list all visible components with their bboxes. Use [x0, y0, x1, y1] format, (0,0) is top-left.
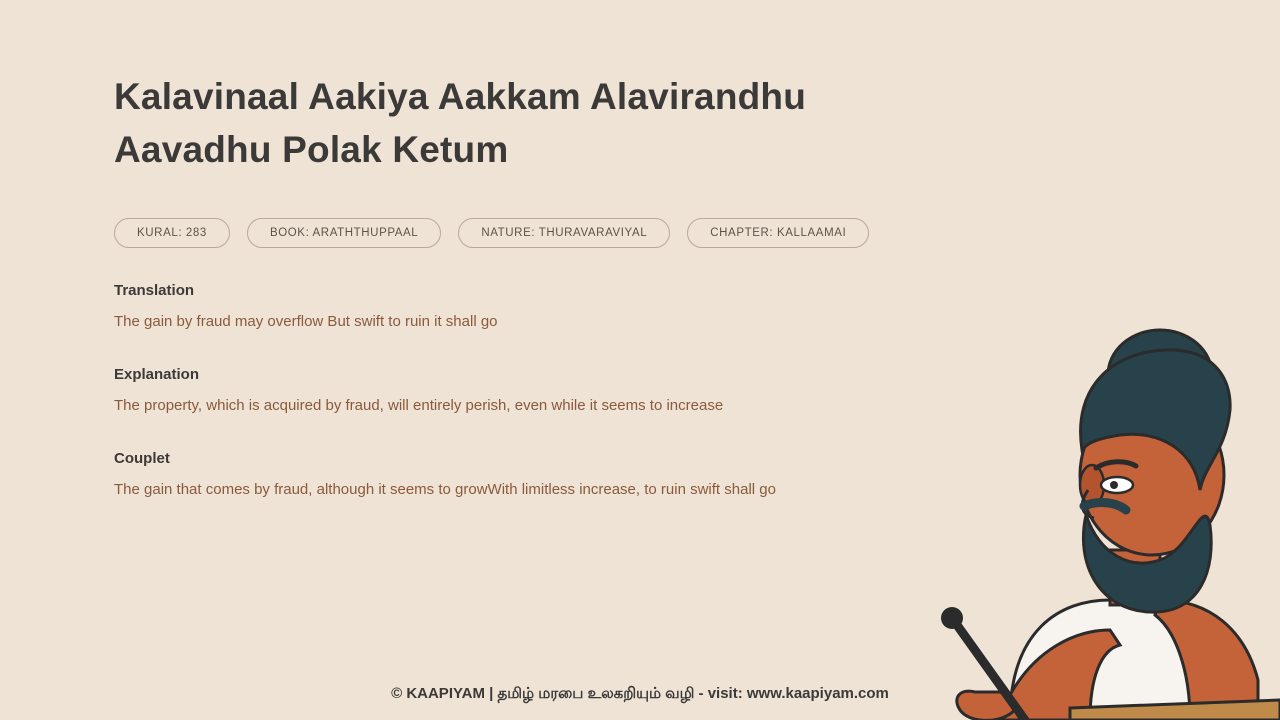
- translation-text: The gain by fraud may overflow But swift to ruin it shall go: [114, 313, 498, 330]
- explanation-label: Explanation: [114, 366, 200, 383]
- thiruvalluvar-writing-illustration: [860, 300, 1280, 720]
- poster-content: [114, 70, 914, 500]
- section-explanation: [114, 366, 914, 416]
- tag-kural: KURAL: 283: [114, 218, 230, 248]
- explanation-text: The property, which is acquired by fraud, will entirely perish, even while it seems to increase: [114, 397, 724, 414]
- section-translation: [114, 282, 914, 332]
- footer-credit: © KAAPIYAM | தமிழ் மரபை உலகறியும் வழி - visit: www.kaapiyam.com: [391, 685, 889, 702]
- page-title: Kalavinaal Aakiya Aakkam Alavirandhu Aavadhu Polak Ketum: [114, 76, 807, 170]
- tag-nature: NATURE: THURAVARAVIYAL: [458, 218, 670, 248]
- translation-label: Translation: [114, 282, 195, 299]
- couplet-text: The gain that comes by fraud, although it seems to growWith limitless increase, to ruin swift shall go: [114, 481, 776, 498]
- couplet-label: Couplet: [114, 450, 170, 467]
- tag-chapter: CHAPTER: KALLAAMAI: [687, 218, 869, 248]
- section-couplet: [114, 450, 914, 500]
- tag-book: BOOK: ARATHTHUPPAAL: [247, 218, 441, 248]
- metadata-tag-list: [114, 218, 914, 248]
